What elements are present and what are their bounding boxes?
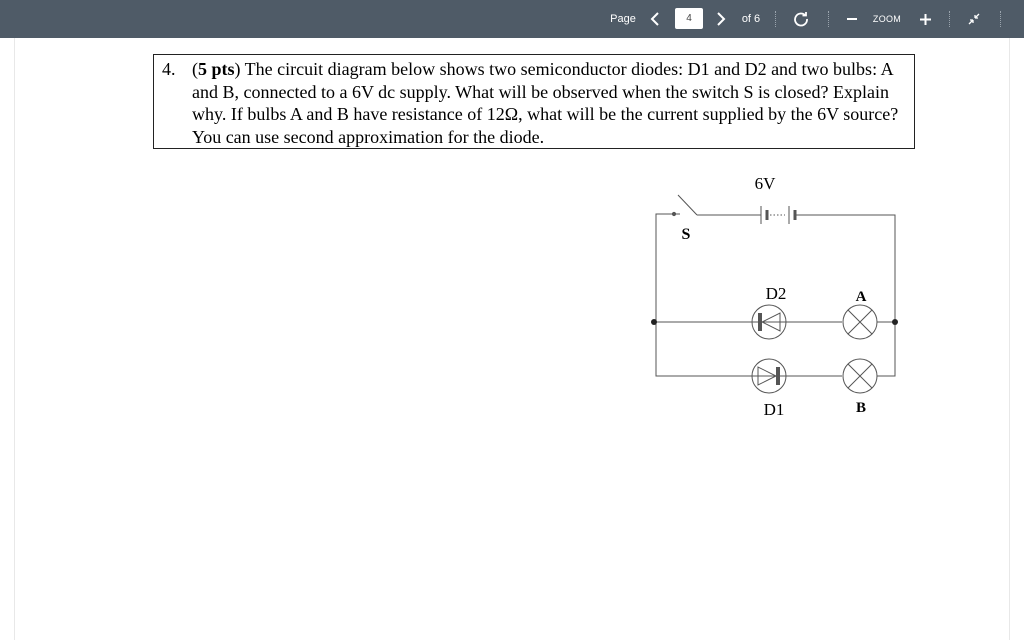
page-count-label: of 6	[741, 13, 761, 25]
diode-d1	[752, 359, 786, 393]
toolbar-divider	[949, 11, 950, 27]
toolbar-divider	[775, 11, 776, 27]
minus-icon	[846, 13, 858, 25]
toolbar-divider	[828, 11, 829, 27]
pdf-toolbar	[0, 0, 1024, 38]
page-edge-right	[1009, 38, 1010, 640]
question-box	[153, 54, 915, 149]
bulb-a-label: A	[855, 289, 867, 305]
question-text-prefix: (	[192, 59, 198, 79]
page-edge-left	[14, 38, 15, 640]
chevron-left-icon	[650, 12, 660, 26]
wire-left	[656, 214, 670, 376]
junction-left	[651, 319, 657, 325]
collapse-icon	[966, 11, 982, 27]
bulb-a	[843, 305, 877, 339]
source-label: 6V	[754, 174, 776, 193]
question-text	[192, 58, 908, 148]
question-number: 4.	[162, 59, 176, 79]
question-text-body: ) The circuit diagram below shows two semiconductor diodes: D1 and D2 and two bulbs: A and B, connected to a 6V dc supply. What will be observed when the switch S is closed? Explain why. If bulbs A and B have resistance of 12Ω, what will be the current supplied by the 6V source? You can use second approximation for the diode.	[192, 59, 899, 147]
next-page-button[interactable]	[712, 0, 730, 38]
switch-label: S	[681, 226, 691, 243]
circuit-diagram	[640, 165, 910, 425]
toolbar-divider	[1000, 11, 1001, 27]
diode-d2-label: D2	[765, 284, 787, 303]
wire-top-left	[656, 214, 680, 215]
question-points: 5 pts	[198, 59, 235, 79]
bulb-b-label: B	[855, 400, 867, 416]
page-label: Page	[610, 13, 636, 25]
zoom-label: ZOOM	[872, 14, 902, 24]
wire-top-right	[795, 215, 895, 376]
collapse-button[interactable]	[962, 0, 986, 38]
bulb-b	[843, 359, 877, 393]
switch-blade	[678, 195, 697, 215]
zoom-out-button[interactable]	[843, 0, 861, 38]
switch-contact-left	[672, 212, 675, 215]
junction-right	[892, 319, 898, 325]
chevron-right-icon	[716, 12, 726, 26]
prev-page-button[interactable]	[646, 0, 664, 38]
plus-icon	[919, 13, 932, 26]
diode-d1-label: D1	[763, 400, 785, 419]
page-number-input[interactable]	[675, 8, 703, 29]
zoom-in-button[interactable]	[915, 0, 935, 38]
rotate-button[interactable]	[790, 0, 812, 38]
diode-d2	[752, 305, 786, 339]
rotate-icon	[793, 11, 809, 27]
